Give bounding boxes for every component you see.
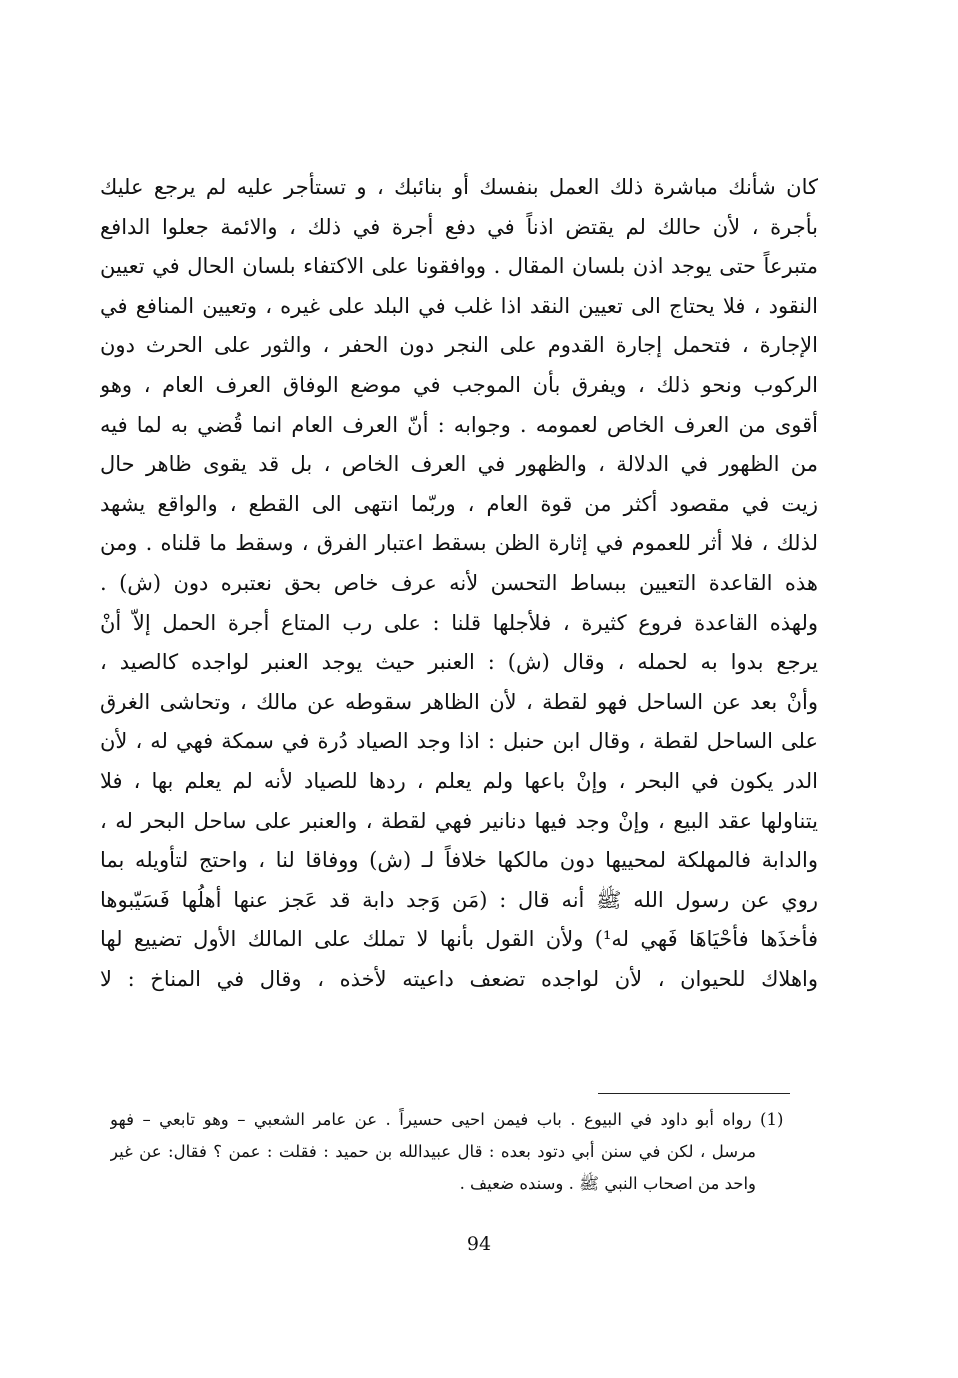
footnote-marker: (1): [760, 1110, 784, 1129]
footnote-line-text: رواه أبو داود في البيوع . باب فيمن احيى حسيراً . عن عامر الشعبي – وهو تابعي – فهو: [110, 1110, 752, 1129]
text-line: كان شأنك مباشرة ذلك العمل بنفسك أو بنائبك ، و تستأجر عليه لم يرجع عليك: [100, 175, 818, 199]
footnote-block: [110, 1104, 800, 1200]
text-line: متبرعاً حتى يوجد اذن بلسان المقال . ووافقونا على الاكتفاء بلسان الحال في تعيين: [100, 254, 818, 279]
text-line: روي عن رسول الله ﷺ أنه قال : (مَن وَجد دابة قد عَجز عنها أهلُها فَسَيّبوها: [100, 887, 818, 912]
text-line: هذه القاعدة التعيين ببساط التحسن لأنه عرف خاص بحق نعتبره دون (ش) .: [100, 570, 818, 595]
footnote-line: مرسل ، لكن في سنن أبي دتود بعده : قال عبيدالله بن حميد : فقلت : عمن ؟ فقال: عن غير: [110, 1142, 756, 1161]
footnote-line: [110, 1104, 800, 1136]
text-line: لذلك ، فلا أثر للعموم في إثارة الظن بسقط اعتبار الفرق ، وسقط ما قلناه . ومن: [100, 531, 818, 556]
text-line: زيت في مقصود أكثر من قوة العام ، وربّما انتهى الى القطع ، والواقع يشهد: [100, 491, 818, 516]
text-line: والدابة فالمهلكة لمحييها دون مالكها خلافاً لـ (ش) ووفاقا لنا ، واحتج لتأويله بما: [100, 848, 818, 873]
text-line: ولهذه القاعدة فروع كثيرة ، فلأجلها قلنا : على رب المتاع أجرة الحمل إلاّ أنْ: [100, 610, 818, 635]
text-line: يرجع بدوا به لحمله ، وقال (ش) : العنبر حيث يوجد العنبر لواجده كالصيد ،: [100, 650, 818, 675]
text-line: واهلاك للحيوان ، لأن لواجده تضعف داعيته لأخذه ، وقال في المناخ : لا: [100, 966, 818, 991]
text-line: على الساحل لقطة ، وقال ابن حنبل : اذا وجد الصياد دُرة في سمكة فهي له ، لأن: [100, 729, 818, 754]
footnote-divider: [598, 1093, 790, 1094]
text-line: النقود ، فلا يحتاج الى تعيين النقد اذا غلب في البلد على غيره ، وتعيين المنافع في: [100, 293, 818, 318]
main-text-block: [100, 168, 818, 999]
footnote-line: واحد من اصحاب النبي ﷺ . وسنده ضعيف .: [459, 1174, 756, 1193]
text-line: بأجرة ، لأن حالك لم يقتض اذناً في دفع أجرة في ذلك ، والائمة جعلوا الدافع: [100, 214, 818, 239]
text-line: من الظهور في الدلالة ، والظهور في العرف الخاص ، بل قد يقوى ظاهر حال: [100, 452, 818, 477]
text-line: فأخذَها فأحْيَاهَا فَهي له¹) ولأن القول بأنها لا تملك على المالك الأول تضييع لها: [100, 927, 818, 952]
text-line: وأنْ بعد عن الساحل فهو لقطة ، لأن الظاهر سقوطه عن مالك ، وتحاشى الغرق: [100, 689, 818, 714]
page-number: 94: [466, 1233, 492, 1255]
text-line: الدر يكون في البحر ، وإنْ باعها ولم يعلم ، ردها للصياد لأنه لم يعلم بها ، فلا: [100, 768, 818, 793]
text-line: الإجارة ، فتحمل إجارة القدوم على النجر دون الحفر ، والثور على الحرث دون: [100, 333, 818, 358]
text-line: أقوى من العرف الخاص لعمومه . وجوابه : أنّ العرف العام انما قُضي به لما فيه: [100, 412, 818, 437]
text-line: الركوب ونحو ذلك ، ويفرق بأن الموجب في موضع الوفاق العرف العام ، وهو: [100, 372, 818, 397]
text-line: يتناولها عقد البيع ، وإنْ وجد فيها دنانير فهي لقطة ، والعنبر على ساحل البحر له ،: [100, 808, 818, 833]
